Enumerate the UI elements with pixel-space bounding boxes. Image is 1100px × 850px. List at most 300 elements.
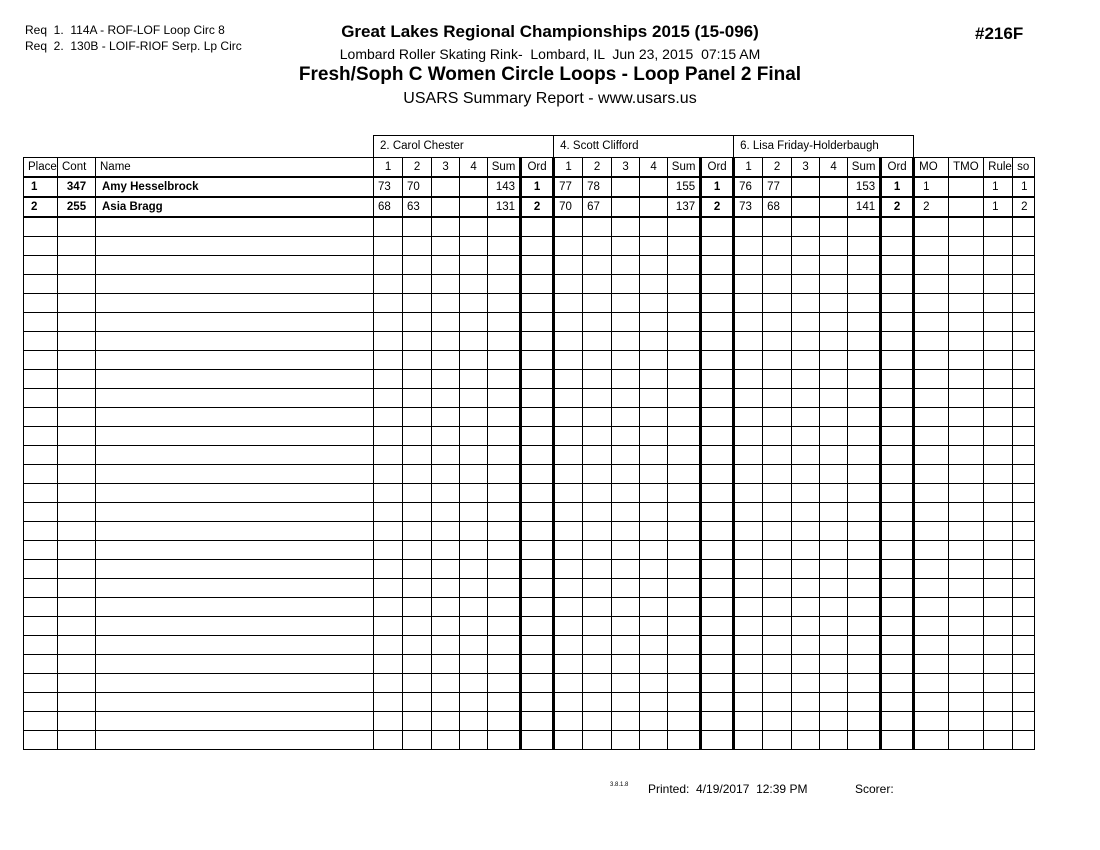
mo-cell <box>914 217 949 237</box>
ord-cell <box>701 712 734 731</box>
score-cell <box>820 294 848 313</box>
score-cell <box>820 197 848 217</box>
score-cell <box>820 636 848 655</box>
tmo-cell <box>949 503 984 522</box>
score-cell <box>792 370 820 389</box>
table-row <box>24 217 1035 237</box>
score-cell <box>460 177 488 197</box>
place-cell <box>24 617 58 636</box>
rule-cell <box>984 731 1013 750</box>
name-cell <box>96 598 374 617</box>
mo-cell <box>914 655 949 674</box>
score-cell <box>640 237 668 256</box>
cont-cell <box>58 351 96 370</box>
score-cell <box>734 237 763 256</box>
score-cell <box>403 522 432 541</box>
sum-cell <box>848 560 881 579</box>
score-cell <box>432 712 460 731</box>
score-cell <box>403 541 432 560</box>
sum-cell <box>488 351 521 370</box>
table-row <box>24 197 1035 217</box>
ord-cell <box>701 446 734 465</box>
score-cell: 70 <box>403 177 432 197</box>
score-cell <box>763 446 792 465</box>
score-cell <box>432 503 460 522</box>
name-cell <box>96 465 374 484</box>
cont-cell <box>58 636 96 655</box>
sum-cell <box>848 522 881 541</box>
sum-cell <box>848 579 881 598</box>
col-header-j1-1: 1 <box>374 158 403 178</box>
score-cell <box>820 427 848 446</box>
score-cell <box>763 598 792 617</box>
so-cell <box>1013 503 1035 522</box>
sum-cell <box>488 275 521 294</box>
score-cell <box>403 275 432 294</box>
ord-cell <box>881 446 914 465</box>
sum-cell <box>488 408 521 427</box>
score-cell <box>554 351 583 370</box>
ord-cell <box>521 693 554 712</box>
score-cell <box>792 484 820 503</box>
col-header-j3-3: 3 <box>792 158 820 178</box>
ord-cell <box>701 731 734 750</box>
score-cell <box>734 484 763 503</box>
score-cell <box>432 731 460 750</box>
place-cell <box>24 598 58 617</box>
score-cell <box>820 351 848 370</box>
place-cell <box>24 541 58 560</box>
cont-cell <box>58 275 96 294</box>
score-cell <box>583 313 612 332</box>
score-cell <box>460 275 488 294</box>
score-cell <box>460 351 488 370</box>
sum-cell <box>668 712 701 731</box>
sum-cell <box>668 351 701 370</box>
mo-cell: 1 <box>914 177 949 197</box>
tmo-cell <box>949 408 984 427</box>
score-cell <box>763 389 792 408</box>
mo-cell <box>914 484 949 503</box>
score-cell <box>820 712 848 731</box>
rule-cell <box>984 541 1013 560</box>
score-cell: 73 <box>374 177 403 197</box>
name-cell: Asia Bragg <box>96 197 374 217</box>
sum-cell <box>848 389 881 408</box>
score-cell <box>820 237 848 256</box>
score-cell <box>734 370 763 389</box>
so-cell <box>1013 294 1035 313</box>
score-cell <box>374 237 403 256</box>
ord-cell <box>521 579 554 598</box>
name-cell <box>96 294 374 313</box>
score-cell <box>583 522 612 541</box>
score-cell <box>403 332 432 351</box>
score-cell <box>403 655 432 674</box>
table-row <box>24 560 1035 579</box>
score-cell <box>460 731 488 750</box>
tmo-cell <box>949 674 984 693</box>
mo-cell <box>914 332 949 351</box>
name-cell <box>96 389 374 408</box>
place-cell: 1 <box>24 177 58 197</box>
sum-cell <box>668 560 701 579</box>
score-cell <box>583 541 612 560</box>
score-cell <box>554 408 583 427</box>
score-cell <box>432 636 460 655</box>
score-cell <box>763 693 792 712</box>
mo-cell: 2 <box>914 197 949 217</box>
score-cell <box>374 446 403 465</box>
cont-cell <box>58 465 96 484</box>
score-cell <box>612 560 640 579</box>
table-row <box>24 655 1035 674</box>
sum-cell <box>668 294 701 313</box>
score-cell <box>640 370 668 389</box>
score-cell <box>403 446 432 465</box>
score-cell <box>432 351 460 370</box>
score-cell <box>460 446 488 465</box>
sum-cell <box>488 636 521 655</box>
so-cell <box>1013 237 1035 256</box>
score-cell <box>403 579 432 598</box>
col-header-name: Name <box>96 158 374 178</box>
sum-cell <box>488 731 521 750</box>
score-cell <box>640 617 668 636</box>
sum-cell <box>668 427 701 446</box>
cont-cell: 347 <box>58 177 96 197</box>
score-cell <box>792 332 820 351</box>
so-cell <box>1013 541 1035 560</box>
score-cell <box>432 294 460 313</box>
score-cell <box>374 560 403 579</box>
ord-cell <box>881 217 914 237</box>
score-cell <box>374 522 403 541</box>
score-cell <box>792 712 820 731</box>
col-header-j1-sum: Sum <box>488 158 521 178</box>
score-cell <box>460 370 488 389</box>
so-cell <box>1013 693 1035 712</box>
sum-cell <box>848 217 881 237</box>
score-cell <box>612 636 640 655</box>
req-line-1: Req 1. 114A - ROF-LOF Loop Circ 8 <box>25 23 225 37</box>
place-cell <box>24 503 58 522</box>
score-cell <box>583 503 612 522</box>
score-cell <box>554 674 583 693</box>
rule-cell <box>984 427 1013 446</box>
table-row <box>24 503 1035 522</box>
req-line-2: Req 2. 130B - LOIF-RIOF Serp. Lp Circ <box>25 39 242 53</box>
score-cell <box>734 446 763 465</box>
mo-cell <box>914 427 949 446</box>
ord-cell <box>881 674 914 693</box>
score-cell <box>734 636 763 655</box>
score-cell <box>640 351 668 370</box>
so-cell <box>1013 579 1035 598</box>
score-cell <box>763 313 792 332</box>
score-cell <box>820 313 848 332</box>
place-cell <box>24 237 58 256</box>
rule-cell <box>984 579 1013 598</box>
tmo-cell <box>949 617 984 636</box>
tmo-cell <box>949 465 984 484</box>
score-cell <box>403 256 432 275</box>
column-header-row <box>24 158 1035 178</box>
score-cell <box>374 217 403 237</box>
score-cell <box>612 351 640 370</box>
ord-cell <box>521 617 554 636</box>
score-cell <box>612 484 640 503</box>
score-cell <box>432 256 460 275</box>
table-row <box>24 712 1035 731</box>
score-cell <box>374 370 403 389</box>
score-cell <box>554 693 583 712</box>
col-header-j3-2: 2 <box>763 158 792 178</box>
score-cell <box>792 598 820 617</box>
score-cell <box>612 294 640 313</box>
score-cell <box>792 522 820 541</box>
score-cell <box>820 484 848 503</box>
score-cell <box>640 446 668 465</box>
score-cell <box>640 332 668 351</box>
ord-cell <box>701 237 734 256</box>
table-row <box>24 693 1035 712</box>
ord-cell <box>701 294 734 313</box>
ord-cell <box>521 408 554 427</box>
rule-cell <box>984 237 1013 256</box>
rule-cell <box>984 636 1013 655</box>
ord-cell <box>521 484 554 503</box>
mo-cell <box>914 522 949 541</box>
col-header-j3-4: 4 <box>820 158 848 178</box>
score-cell <box>640 503 668 522</box>
score-cell <box>432 465 460 484</box>
score-cell <box>734 655 763 674</box>
ord-cell <box>521 370 554 389</box>
score-cell: 68 <box>763 197 792 217</box>
score-cell <box>583 712 612 731</box>
score-cell <box>460 313 488 332</box>
sum-cell <box>488 294 521 313</box>
name-cell <box>96 579 374 598</box>
score-cell <box>554 579 583 598</box>
score-cell <box>612 446 640 465</box>
score-cell <box>403 370 432 389</box>
score-cell <box>554 256 583 275</box>
score-cell <box>403 674 432 693</box>
score-cell <box>792 541 820 560</box>
table-row <box>24 237 1035 256</box>
score-cell <box>640 294 668 313</box>
ord-cell <box>881 275 914 294</box>
so-cell <box>1013 370 1035 389</box>
so-cell <box>1013 712 1035 731</box>
sum-cell <box>668 522 701 541</box>
score-cell <box>792 503 820 522</box>
so-cell <box>1013 446 1035 465</box>
name-cell <box>96 332 374 351</box>
col-header-rule: Rule <box>984 158 1013 178</box>
name-cell <box>96 446 374 465</box>
sum-cell <box>668 275 701 294</box>
sum-cell <box>488 465 521 484</box>
sum-cell <box>668 370 701 389</box>
place-cell <box>24 389 58 408</box>
score-cell <box>763 617 792 636</box>
name-cell <box>96 541 374 560</box>
cont-cell <box>58 617 96 636</box>
tmo-cell <box>949 332 984 351</box>
score-cell <box>612 712 640 731</box>
score-cell <box>583 408 612 427</box>
sum-cell <box>488 446 521 465</box>
rule-cell <box>984 294 1013 313</box>
mo-cell <box>914 579 949 598</box>
score-cell <box>792 197 820 217</box>
name-cell <box>96 693 374 712</box>
name-cell <box>96 560 374 579</box>
table-row <box>24 294 1035 313</box>
score-cell <box>763 370 792 389</box>
ord-cell <box>881 465 914 484</box>
name-cell <box>96 313 374 332</box>
sum-cell <box>488 617 521 636</box>
score-cell <box>640 256 668 275</box>
score-cell <box>374 579 403 598</box>
score-cell <box>460 617 488 636</box>
score-cell <box>820 560 848 579</box>
score-cell <box>554 313 583 332</box>
score-cell <box>554 237 583 256</box>
mo-cell <box>914 256 949 275</box>
sum-cell <box>488 541 521 560</box>
score-cell <box>734 408 763 427</box>
col-header-j2-1: 1 <box>554 158 583 178</box>
score-cell <box>734 693 763 712</box>
score-cell <box>640 177 668 197</box>
ord-cell: 1 <box>881 177 914 197</box>
sum-cell <box>848 674 881 693</box>
col-header-j2-ord: Ord <box>701 158 734 178</box>
ord-cell <box>881 427 914 446</box>
score-cell <box>432 237 460 256</box>
ord-cell <box>881 408 914 427</box>
rule-cell <box>984 693 1013 712</box>
place-cell <box>24 370 58 389</box>
version-number: 3.8.1.8 <box>610 782 629 788</box>
cont-cell <box>58 693 96 712</box>
place-cell <box>24 484 58 503</box>
score-cell <box>763 484 792 503</box>
score-cell <box>734 294 763 313</box>
tmo-cell <box>949 427 984 446</box>
score-cell <box>734 731 763 750</box>
score-cell <box>612 731 640 750</box>
score-cell <box>763 408 792 427</box>
score-cell <box>403 560 432 579</box>
so-cell <box>1013 731 1035 750</box>
score-cell <box>403 693 432 712</box>
score-cell <box>734 389 763 408</box>
score-cell <box>374 351 403 370</box>
cont-cell <box>58 237 96 256</box>
score-cell <box>734 217 763 237</box>
score-cell <box>460 408 488 427</box>
score-cell <box>583 389 612 408</box>
mo-cell <box>914 560 949 579</box>
sum-cell <box>848 256 881 275</box>
score-cell <box>640 408 668 427</box>
mo-cell <box>914 731 949 750</box>
table-row <box>24 313 1035 332</box>
sum-cell <box>848 655 881 674</box>
ord-cell <box>881 693 914 712</box>
score-cell <box>460 579 488 598</box>
score-cell <box>583 446 612 465</box>
score-cell <box>374 674 403 693</box>
sum-cell <box>668 237 701 256</box>
score-cell <box>554 446 583 465</box>
score-cell <box>820 177 848 197</box>
place-cell <box>24 313 58 332</box>
score-cell <box>460 598 488 617</box>
cont-cell <box>58 522 96 541</box>
score-cell <box>374 275 403 294</box>
ord-cell <box>521 655 554 674</box>
table-row <box>24 674 1035 693</box>
rule-cell <box>984 275 1013 294</box>
score-cell <box>374 256 403 275</box>
score-cell <box>734 579 763 598</box>
score-cell <box>583 617 612 636</box>
score-cell <box>820 408 848 427</box>
score-cell <box>460 655 488 674</box>
name-cell <box>96 351 374 370</box>
sum-cell <box>848 446 881 465</box>
score-cell <box>554 541 583 560</box>
tmo-cell <box>949 177 984 197</box>
mo-cell <box>914 446 949 465</box>
score-cell <box>432 446 460 465</box>
score-cell <box>583 636 612 655</box>
score-cell <box>432 332 460 351</box>
ord-cell <box>701 560 734 579</box>
mo-cell <box>914 636 949 655</box>
so-cell <box>1013 655 1035 674</box>
score-cell <box>820 579 848 598</box>
score-cell <box>792 693 820 712</box>
ord-cell <box>881 484 914 503</box>
ord-cell <box>521 598 554 617</box>
sum-cell: 141 <box>848 197 881 217</box>
sum-cell <box>668 674 701 693</box>
score-cell <box>374 313 403 332</box>
score-cell <box>612 617 640 636</box>
score-cell <box>763 427 792 446</box>
ord-cell <box>881 351 914 370</box>
score-cell <box>554 655 583 674</box>
sum-cell <box>848 408 881 427</box>
table-row <box>24 408 1035 427</box>
score-cell <box>820 370 848 389</box>
ord-cell <box>521 712 554 731</box>
score-cell <box>583 560 612 579</box>
ord-cell <box>521 674 554 693</box>
sum-cell <box>488 237 521 256</box>
score-cell <box>374 408 403 427</box>
score-cell <box>432 541 460 560</box>
place-cell <box>24 427 58 446</box>
